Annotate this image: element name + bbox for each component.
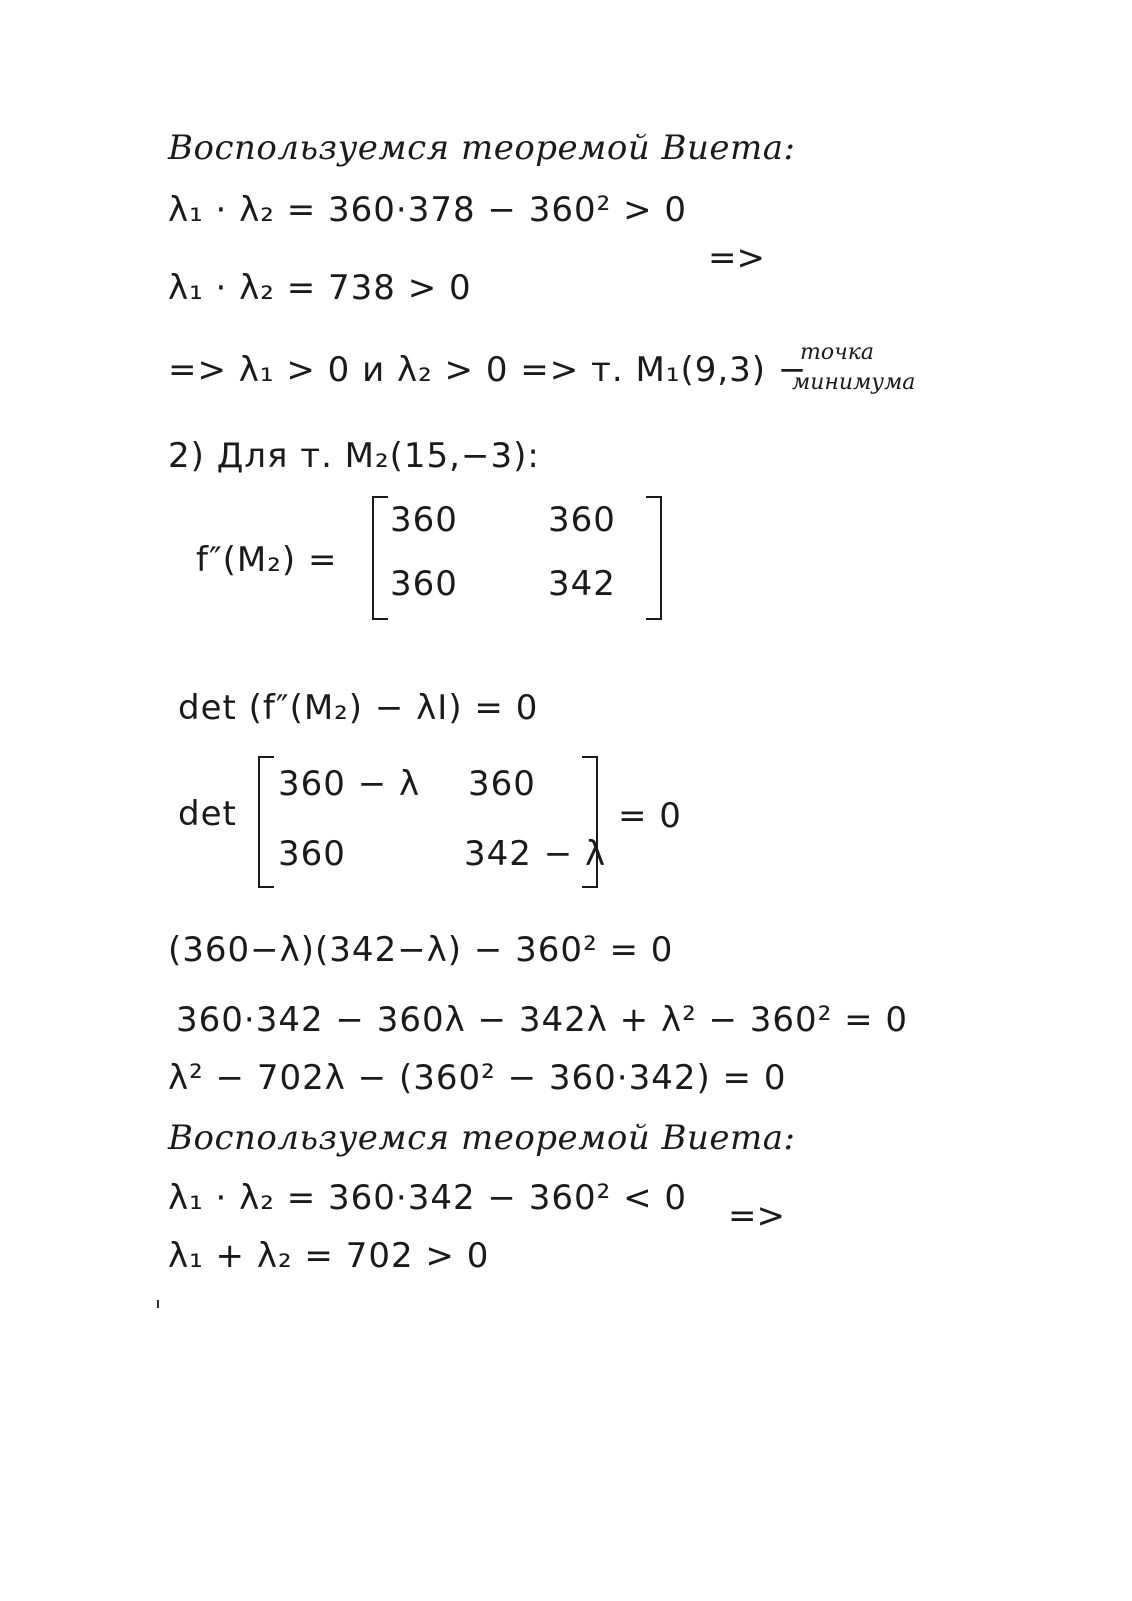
case-2-heading: 2) Для т. M₂(15,−3):	[168, 436, 540, 476]
eigen-product-line-2: λ₁ · λ₂ = 360·342 − 360² < 0	[168, 1178, 687, 1218]
note-point: точка	[800, 340, 875, 365]
hessian-label: f″(M₂) =	[196, 540, 338, 580]
pen-mark	[157, 1300, 159, 1308]
matrix-right-bracket	[646, 496, 662, 620]
implication-arrow-2: =>	[728, 1196, 785, 1236]
hessian-matrix	[372, 496, 662, 620]
conclusion-line-1: => λ₁ > 0 и λ₂ > 0 => т. M₁(9,3) −	[168, 350, 808, 390]
hessian-a22: 342	[548, 564, 616, 604]
char-a12: 360	[468, 764, 536, 804]
note-minimum: минимума	[792, 370, 916, 395]
char-a11: 360 − λ	[278, 764, 421, 804]
matrix-left-bracket	[372, 496, 388, 620]
implication-arrow-1: =>	[708, 238, 765, 278]
det-label: det	[178, 794, 237, 834]
characteristic-matrix	[258, 756, 607, 888]
expansion-line-2: 360·342 − 360λ − 342λ + λ² − 360² = 0	[176, 1000, 909, 1040]
hessian-a21: 360	[390, 564, 458, 604]
char-a22: 342 − λ	[464, 834, 607, 874]
vieta-heading-1: Воспользуемся теоремой Виета:	[168, 128, 796, 168]
eigen-product-line-1: λ₁ · λ₂ = 360·378 − 360² > 0	[168, 190, 687, 230]
expansion-line-1: (360−λ)(342−λ) − 360² = 0	[168, 930, 674, 970]
hessian-a11: 360	[390, 500, 458, 540]
expansion-line-3: λ² − 702λ − (360² − 360·342) = 0	[168, 1058, 787, 1098]
eigen-product-value-line-1: λ₁ · λ₂ = 738 > 0	[168, 268, 472, 308]
characteristic-equation: det (f″(M₂) − λI) = 0	[178, 688, 539, 728]
char-a21: 360	[278, 834, 346, 874]
eigen-sum-line-2: λ₁ + λ₂ = 702 > 0	[168, 1236, 490, 1276]
hessian-a12: 360	[548, 500, 616, 540]
matrix-left-bracket	[258, 756, 274, 888]
det-rhs: = 0	[618, 796, 682, 836]
vieta-heading-2: Воспользуемся теоремой Виета:	[168, 1118, 796, 1158]
